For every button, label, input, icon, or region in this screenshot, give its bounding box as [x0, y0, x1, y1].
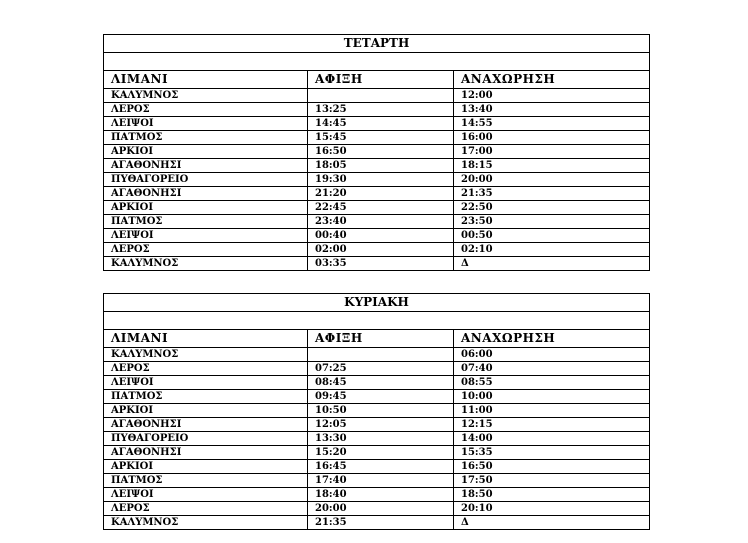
- departure-cell: 00:50: [454, 229, 650, 243]
- arrival-cell: 18:40: [308, 488, 454, 502]
- table-row: [104, 460, 650, 474]
- departure-cell: 02:10: [454, 243, 650, 257]
- departure-cell: 10:00: [454, 390, 650, 404]
- departure-cell: 14:00: [454, 432, 650, 446]
- table-row: [104, 390, 650, 404]
- arrival-cell: 00:40: [308, 229, 454, 243]
- arrival-cell: 12:05: [308, 418, 454, 432]
- table-row: [104, 362, 650, 376]
- arrival-cell: 13:30: [308, 432, 454, 446]
- table-row: [104, 117, 650, 131]
- table-row: [104, 145, 650, 159]
- arrival-cell: 18:05: [308, 159, 454, 173]
- port-cell: ΑΡΚΙΟΙ: [104, 201, 308, 215]
- arrival-cell: 16:45: [308, 460, 454, 474]
- table-row: [104, 89, 650, 103]
- departure-cell: 14:55: [454, 117, 650, 131]
- arrival-cell: 21:20: [308, 187, 454, 201]
- port-cell: ΠΥΘΑΓΟΡΕΙΟ: [104, 432, 308, 446]
- port-cell: ΠΥΘΑΓΟΡΕΙΟ: [104, 173, 308, 187]
- table-row: [104, 502, 650, 516]
- departure-cell: 13:40: [454, 103, 650, 117]
- table-row: [104, 474, 650, 488]
- port-cell: ΛΕΡΟΣ: [104, 362, 308, 376]
- departure-cell: 22:50: [454, 201, 650, 215]
- arrival-cell: 14:45: [308, 117, 454, 131]
- port-cell: ΑΡΚΙΟΙ: [104, 460, 308, 474]
- departure-cell: 17:00: [454, 145, 650, 159]
- blank-row: [104, 312, 650, 330]
- port-cell: ΠΑΤΜΟΣ: [104, 131, 308, 145]
- departure-cell: 15:35: [454, 446, 650, 460]
- port-cell: ΠΑΤΜΟΣ: [104, 474, 308, 488]
- table-body: [104, 348, 650, 530]
- arrival-cell: 02:00: [308, 243, 454, 257]
- table-row: [104, 103, 650, 117]
- port-cell: ΠΑΤΜΟΣ: [104, 390, 308, 404]
- table-row: [104, 348, 650, 362]
- departure-cell: 16:00: [454, 131, 650, 145]
- arrival-cell: 15:20: [308, 446, 454, 460]
- arrival-cell: 03:35: [308, 257, 454, 271]
- port-cell: ΛΕΙΨΟΙ: [104, 376, 308, 390]
- departure-cell: 17:50: [454, 474, 650, 488]
- departure-cell: Δ: [454, 257, 650, 271]
- table-row: [104, 432, 650, 446]
- port-cell: ΑΓΑΘΟΝΗΣΙ: [104, 159, 308, 173]
- table-row: [104, 215, 650, 229]
- arrival-cell: 22:45: [308, 201, 454, 215]
- port-cell: ΚΑΛΥΜΝΟΣ: [104, 516, 308, 530]
- table-title: ΚΥΡΙΑΚΗ: [104, 294, 650, 312]
- departure-cell: 12:15: [454, 418, 650, 432]
- departure-cell: 18:15: [454, 159, 650, 173]
- port-cell: ΑΓΑΘΟΝΗΣΙ: [104, 446, 308, 460]
- table-row: [104, 201, 650, 215]
- departure-cell: 11:00: [454, 404, 650, 418]
- table-row: [104, 404, 650, 418]
- table-title: ΤΕΤΑΡΤΗ: [104, 35, 650, 53]
- arrival-cell: 20:00: [308, 502, 454, 516]
- port-cell: ΛΕΡΟΣ: [104, 243, 308, 257]
- departure-cell: 08:55: [454, 376, 650, 390]
- blank-row: [104, 53, 650, 71]
- port-cell: ΚΑΛΥΜΝΟΣ: [104, 89, 308, 103]
- departure-cell: 12:00: [454, 89, 650, 103]
- table-row: [104, 131, 650, 145]
- departure-cell: 21:35: [454, 187, 650, 201]
- departure-cell: 20:10: [454, 502, 650, 516]
- column-header-arrival: ΑΦΙΞΗ: [308, 71, 454, 89]
- port-cell: ΛΕΙΨΟΙ: [104, 229, 308, 243]
- arrival-cell: 13:25: [308, 103, 454, 117]
- arrival-cell: 16:50: [308, 145, 454, 159]
- table-body: [104, 89, 650, 271]
- arrival-cell: 08:45: [308, 376, 454, 390]
- departure-cell: 07:40: [454, 362, 650, 376]
- arrival-cell: 23:40: [308, 215, 454, 229]
- column-header-port: ΛΙΜΑΝΙ: [104, 330, 308, 348]
- departure-cell: 16:50: [454, 460, 650, 474]
- column-header-departure: ΑΝΑΧΩΡΗΣΗ: [454, 330, 650, 348]
- departure-cell: 18:50: [454, 488, 650, 502]
- port-cell: ΑΡΚΙΟΙ: [104, 404, 308, 418]
- arrival-cell: [308, 89, 454, 103]
- column-header-departure: ΑΝΑΧΩΡΗΣΗ: [454, 71, 650, 89]
- table-row: [104, 187, 650, 201]
- table-row: [104, 376, 650, 390]
- port-cell: ΠΑΤΜΟΣ: [104, 215, 308, 229]
- port-cell: ΚΑΛΥΜΝΟΣ: [104, 257, 308, 271]
- table-row: [104, 516, 650, 530]
- arrival-cell: 07:25: [308, 362, 454, 376]
- arrival-cell: 15:45: [308, 131, 454, 145]
- arrival-cell: [308, 348, 454, 362]
- table-row: [104, 243, 650, 257]
- port-cell: ΛΕΙΨΟΙ: [104, 488, 308, 502]
- table-row: [104, 173, 650, 187]
- arrival-cell: 19:30: [308, 173, 454, 187]
- port-cell: ΑΓΑΘΟΝΗΣΙ: [104, 418, 308, 432]
- column-header-arrival: ΑΦΙΞΗ: [308, 330, 454, 348]
- arrival-cell: 21:35: [308, 516, 454, 530]
- arrival-cell: 10:50: [308, 404, 454, 418]
- table-row: [104, 418, 650, 432]
- port-cell: ΚΑΛΥΜΝΟΣ: [104, 348, 308, 362]
- table-row: [104, 488, 650, 502]
- arrival-cell: 09:45: [308, 390, 454, 404]
- schedule-table-sunday: [103, 293, 650, 530]
- table-row: [104, 159, 650, 173]
- departure-cell: 06:00: [454, 348, 650, 362]
- port-cell: ΛΕΡΟΣ: [104, 502, 308, 516]
- port-cell: ΛΕΙΨΟΙ: [104, 117, 308, 131]
- table-row: [104, 257, 650, 271]
- port-cell: ΑΡΚΙΟΙ: [104, 145, 308, 159]
- departure-cell: 20:00: [454, 173, 650, 187]
- arrival-cell: 17:40: [308, 474, 454, 488]
- table-row: [104, 229, 650, 243]
- departure-cell: 23:50: [454, 215, 650, 229]
- departure-cell: Δ: [454, 516, 650, 530]
- schedule-table-wednesday: [103, 34, 650, 271]
- column-header-port: ΛΙΜΑΝΙ: [104, 71, 308, 89]
- port-cell: ΛΕΡΟΣ: [104, 103, 308, 117]
- port-cell: ΑΓΑΘΟΝΗΣΙ: [104, 187, 308, 201]
- table-row: [104, 446, 650, 460]
